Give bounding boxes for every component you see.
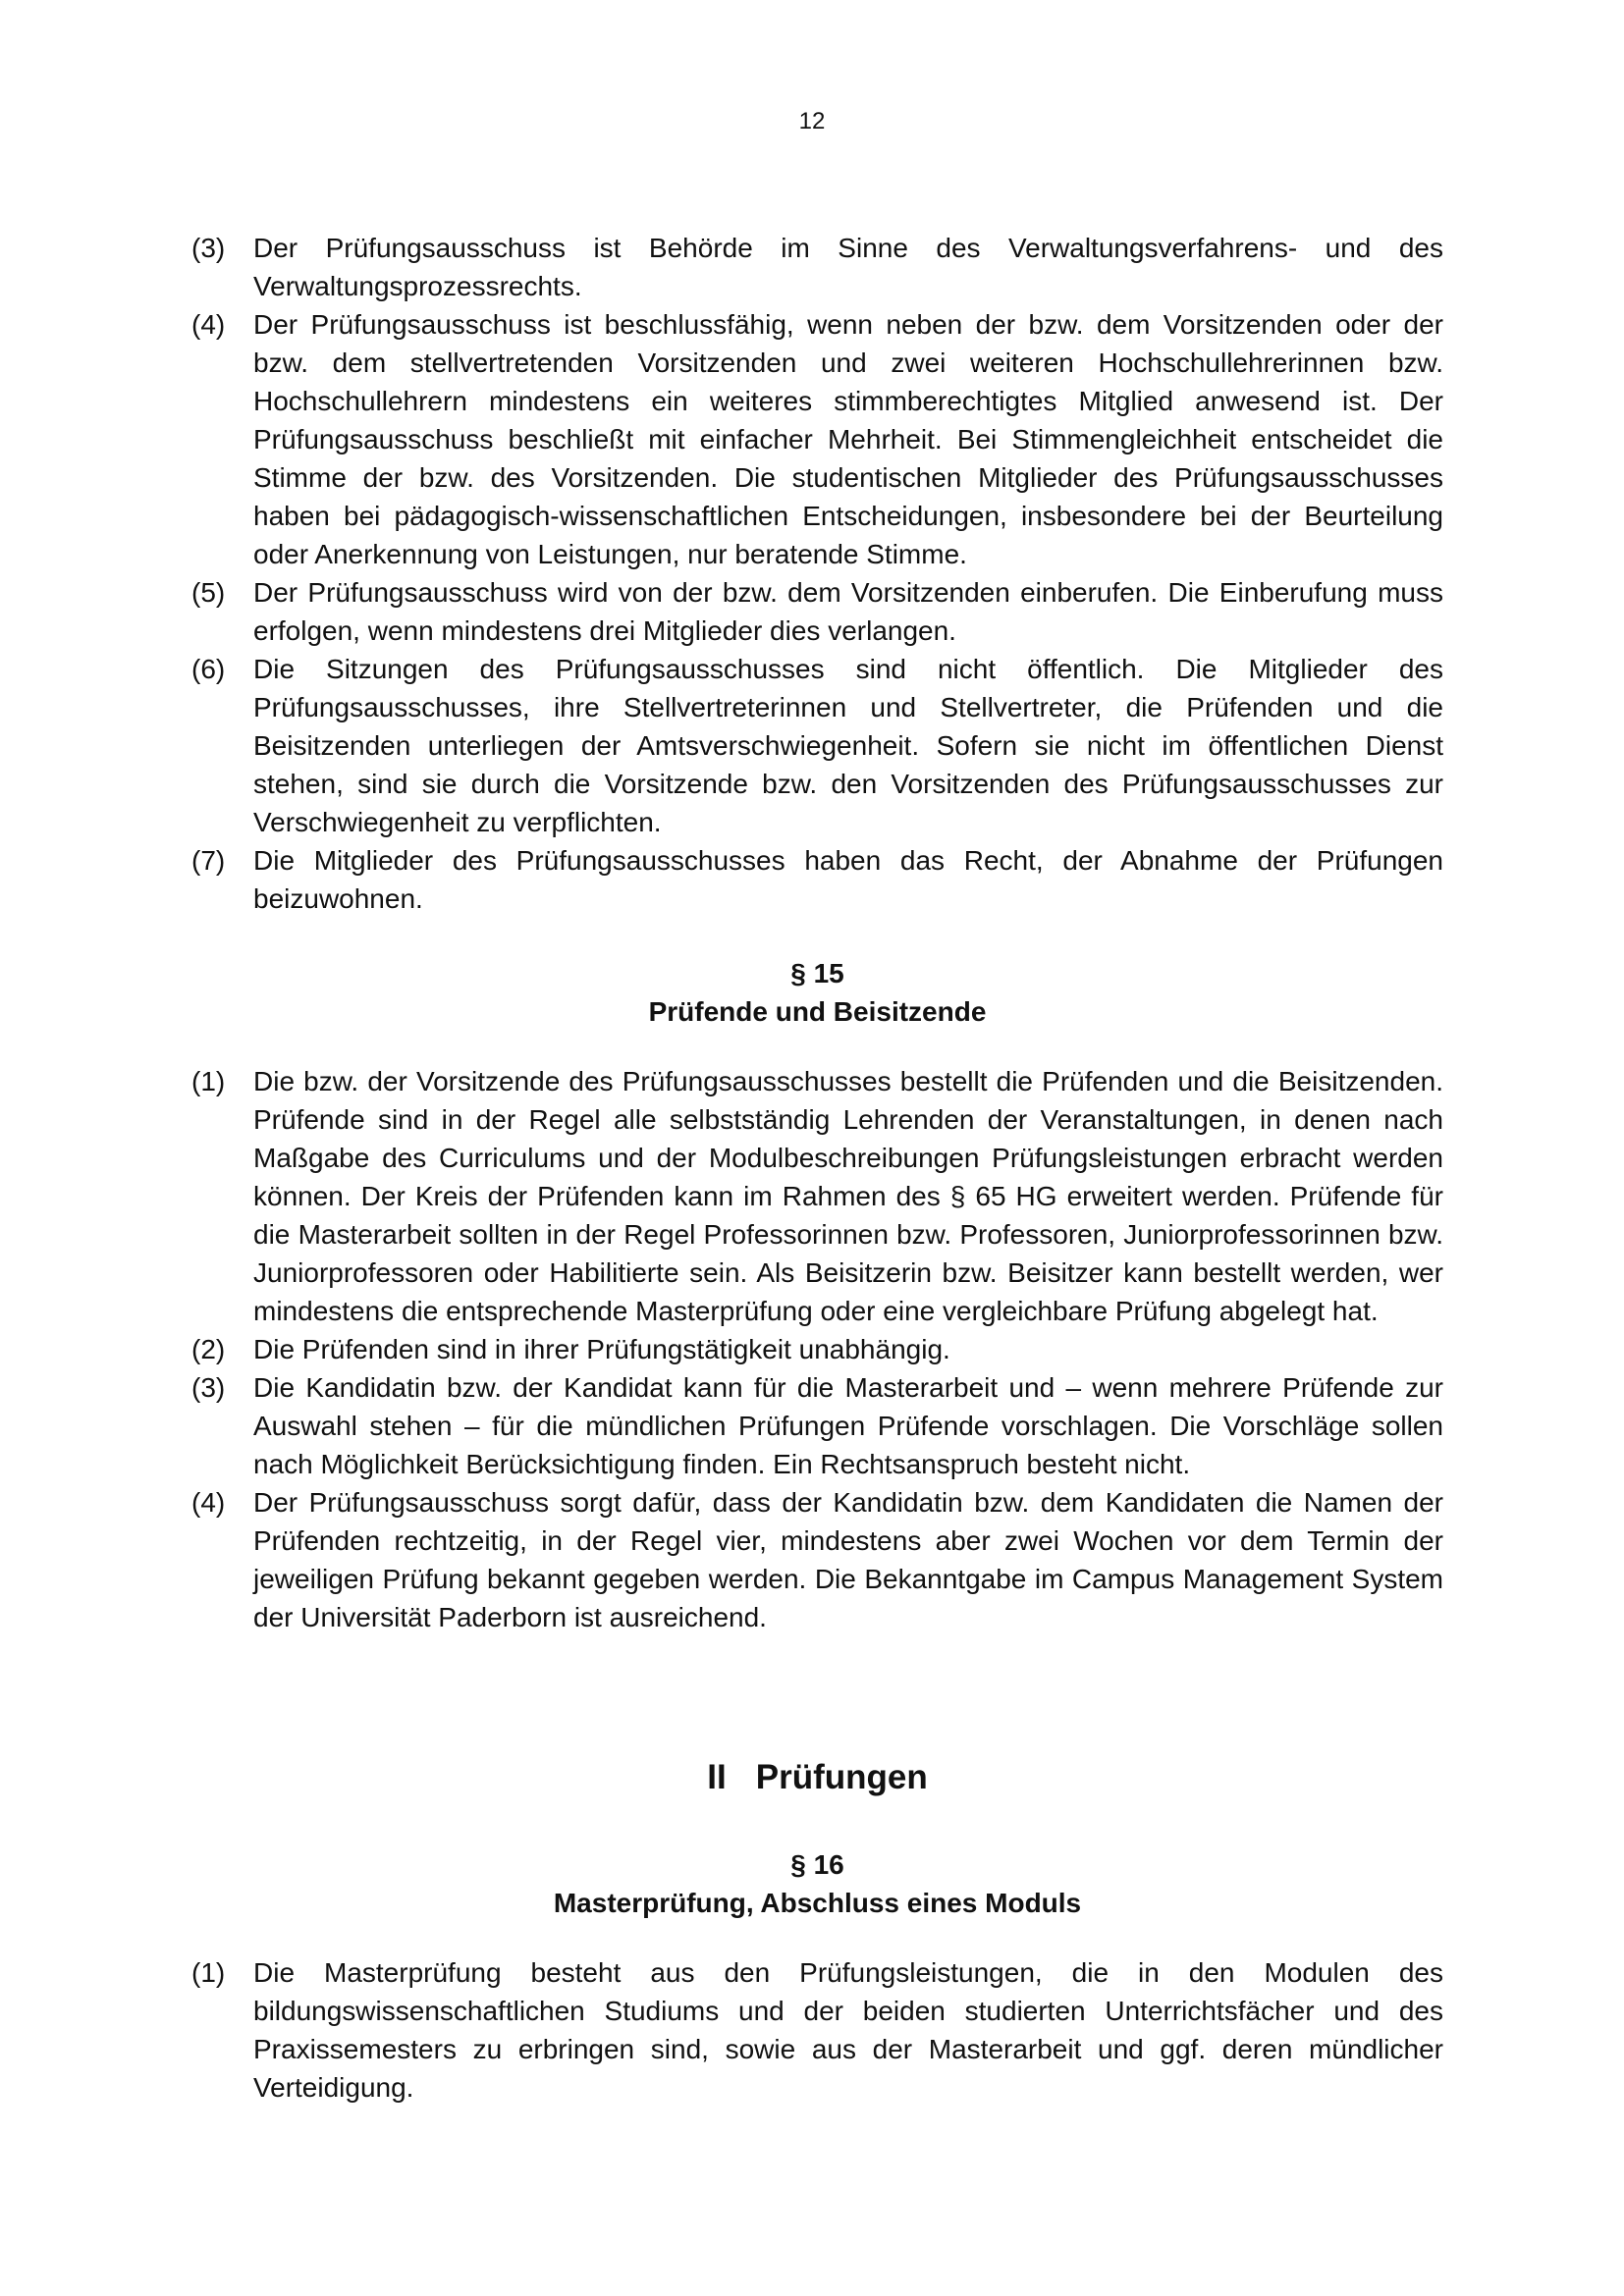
paragraph-text: Die Prüfenden sind in ihrer Prüfungstätigkeit unabhängig. (253, 1334, 950, 1364)
paragraph (191, 650, 1443, 841)
paragraph-number: (2) (191, 1334, 226, 1364)
paragraph (191, 305, 1443, 573)
paragraph (191, 1368, 1443, 1483)
paragraph-text: Die Sitzungen des Prüfungsausschusses sind nicht öffentlich. Die Mitglieder des Prüfungsausschusses, ihre Stellvertreterinnen und Stellvertreter, die Prüfenden und die Beisitzenden unterliegen der Amtsverschwiegenheit. Sofern sie nicht im öffentlichen Dienst stehen, sind sie durch die Vorsitzende bzw. den Vorsitzenden des Prüfungsausschusses zur Verschwiegenheit zu verpflichten. (253, 654, 1443, 837)
section-title: Prüfende und Beisitzende (648, 996, 987, 1027)
paragraph (191, 841, 1443, 918)
paragraph-text: Der Prüfungsausschuss ist Behörde im Sinne des Verwaltungsverfahrens- und des Verwaltungsprozessrechts. (253, 233, 1443, 301)
paragraph-text: Die bzw. der Vorsitzende des Prüfungsausschusses bestellt die Prüfenden und die Beisitzenden. Prüfende sind in der Regel alle selbstständig Lehrenden der Veranstaltungen, in denen nach Maßgabe des Curriculums und der Modulbeschreibungen Prüfungsleistungen erbracht werden können. Der Kreis der Prüfenden kann im Rahmen des § 65 HG erweitert werden. Prüfende für die Masterarbeit sollten in der Regel Professorinnen bzw. Professoren, Juniorprofessorinnen bzw. Juniorprofessoren oder Habilitierte sein. Als Beisitzerin bzw. Beisitzer kann bestellt werden, wer mindestens die entsprechende Masterprüfung oder eine vergleichbare Prüfung abgelegt hat. (253, 1066, 1443, 1326)
paragraph-number: (3) (191, 1372, 226, 1403)
paragraph-text: Der Prüfungsausschuss sorgt dafür, dass der Kandidatin bzw. dem Kandidaten die Namen der Prüfenden rechtzeitig, in der Regel vier, mindestens aber zwei Wochen vor dem Termin der jeweiligen Prüfung bekannt gegeben werden. Die Bekanntgabe im Campus Management System der Universität Paderborn ist ausreichend. (253, 1487, 1443, 1632)
paragraph-number: (1) (191, 1066, 226, 1096)
paragraph (191, 1483, 1443, 1636)
paragraph (191, 229, 1443, 305)
part-number: II (707, 1758, 727, 1796)
section-15-body (191, 1062, 1443, 1636)
paragraph (191, 573, 1443, 650)
paragraph-number: (7) (191, 845, 226, 876)
paragraph-text: Der Prüfungsausschuss wird von der bzw. dem Vorsitzenden einberufen. Die Einberufung muss erfolgen, wenn mindestens drei Mitglieder dies verlangen. (253, 577, 1443, 646)
part-2-heading (191, 1754, 1443, 1801)
paragraph (191, 1953, 1443, 2107)
section-number: § 15 (790, 958, 844, 988)
paragraph-number: (6) (191, 654, 226, 684)
section-title: Masterprüfung, Abschluss eines Moduls (553, 1888, 1082, 1918)
section-16-heading (191, 1845, 1443, 1922)
paragraph-number: (4) (191, 1487, 226, 1518)
paragraph-number: (4) (191, 309, 226, 340)
page-number: 12 (798, 108, 826, 134)
paragraph (191, 1330, 1443, 1368)
paragraph-text: Die Masterprüfung besteht aus den Prüfungsleistungen, die in den Modulen des bildungswissenschaftlichen Studiums und der beiden studierten Unterrichtsfächer und des Praxissemesters zu erbringen sind, sowie aus der Masterarbeit und ggf. deren mündlicher Verteidigung. (253, 1957, 1443, 2103)
paragraph-number: (3) (191, 233, 226, 263)
paragraph-text: Der Prüfungsausschuss ist beschlussfähig, wenn neben der bzw. dem Vorsitzenden oder der bzw. dem stellvertretenden Vorsitzenden und zwei weiteren Hochschullehrerinnen bzw. Hochschullehrern mindestens ein weiteres stimmberechtigtes Mitglied anwesend ist. Der Prüfungsausschuss beschließt mit einfacher Mehrheit. Bei Stimmengleichheit entscheidet die Stimme der bzw. des Vorsitzenden. Die studentischen Mitglieder des Prüfungsausschusses haben bei pädagogisch-wissenschaftlichen Entscheidungen, insbesondere bei der Beurteilung oder Anerkennung von Leistungen, nur beratende Stimme. (253, 309, 1443, 569)
paragraph-number: (1) (191, 1957, 226, 1988)
paragraph-number: (5) (191, 577, 226, 608)
section-14-continued (191, 229, 1443, 918)
paragraph (191, 1062, 1443, 1330)
paragraph-text: Die Kandidatin bzw. der Kandidat kann für die Masterarbeit und – wenn mehrere Prüfende zur Auswahl stehen – für die mündlichen Prüfungen Prüfende vorschlagen. Die Vorschläge sollen nach Möglichkeit Berücksichtigung finden. Ein Rechtsanspruch besteht nicht. (253, 1372, 1443, 1479)
section-16-body (191, 1953, 1443, 2107)
part-title: Prüfungen (755, 1758, 928, 1796)
paragraph-text: Die Mitglieder des Prüfungsausschusses haben das Recht, der Abnahme der Prüfungen beizuwohnen. (253, 845, 1443, 914)
section-number: § 16 (790, 1849, 844, 1880)
section-15-heading (191, 954, 1443, 1031)
